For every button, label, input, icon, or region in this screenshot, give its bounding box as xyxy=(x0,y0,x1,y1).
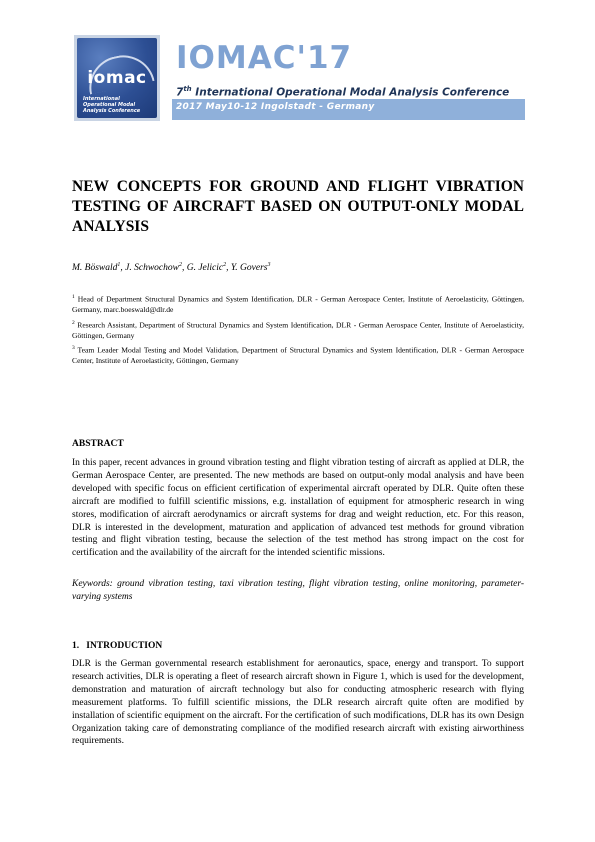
affiliation-mark: 2 xyxy=(72,319,75,326)
author-name: G. Jelicic xyxy=(186,263,224,274)
affiliation-item xyxy=(72,318,524,342)
author-affil-mark: 2 xyxy=(178,262,182,268)
iomac-logo xyxy=(77,38,157,118)
affiliation-mark: 3 xyxy=(72,345,75,352)
keywords: Keywords: ground vibration testing, taxi vibration testing, flight vibration testing, online monitoring, parameter-varying systems xyxy=(72,579,524,602)
conference-date-bar xyxy=(172,99,525,120)
introduction-body: DLR is the German governmental research establishment for aeronautics, space, energy and transport. To support research activities, DLR is operating a fleet of research aircraft shown in Figure 1, which is used for the development, demonstration and maturation of aircraft technology but also for conducting atmospheric research with flying measurement platforms. To fulfill scientific missions, the DLR research aircraft quite often are modified by installation of scientific equipment on the aircraft. For the certification of such modifications, DLR has its own Design Organization taking care of demonstrating compliance of the modified research aircraft with existing airworthiness requirements. xyxy=(72,659,524,747)
conference-logo-frame xyxy=(74,35,160,121)
paper-title: NEW CONCEPTS FOR GROUND AND FLIGHT VIBRATION TESTING OF AIRCRAFT BASED ON OUTPUT-ONLY MODAL ANALYSIS xyxy=(72,178,524,235)
affiliation-text: Research Assistant, Department of Structural Dynamics and System Identification, DLR - German Aerospace Center, Institute of Aeroelasticity, Göttingen, Germany xyxy=(72,320,524,340)
author-affil-mark: 2 xyxy=(223,262,227,268)
logo-wordmark: iomac xyxy=(87,68,147,88)
abstract-body: In this paper, recent advances in ground vibration testing and flight vibration testing of aircraft as applied at DLR, the German Aerospace Center, are presented. The new methods are based on output-only modal analysis and have been developed with specific focus on efficient certification of experimental aircraft operated by DLR. Quite often these aircraft are modified to fulfill scientific missions, e.g. installation of equipment for atmospheric research in wing stores, modification of aircraft aerodynamics or aircraft systems for drag and weight reduction, etc. For this reason, DLR is interested in the development, maturation and application of advanced test methods for ground vibration testing and flight vibration testing, because the selection of the test method has strong impact on the cost for certification and the availability of the aircraft for the intended scientific missions. xyxy=(72,458,524,559)
conference-name-text: International Operational Modal Analysis Conference xyxy=(191,86,510,99)
edition-number: 7 xyxy=(176,86,184,99)
affiliation-text: Head of Department Structural Dynamics and System Identification, DLR - German Aerospace Center, Institute of Aeroelasticity, Göttingen, Germany, marc.boeswald@dlr.de xyxy=(72,294,524,315)
author-list: M. Böswald$^1$, J. Schwochow$^2$, G. Jelicic$^2$, Y. Govers$^3$ xyxy=(72,262,271,274)
conference-dates-location: 2017 May10-12 Ingolstadt - Germany xyxy=(176,102,375,112)
author-name: Y. Govers xyxy=(230,263,268,274)
affiliation-text: Team Leader Modal Testing and Model Validation, Department of Structural Dynamics and System Identification, DLR - German Aerospace Center, Institute of Aeroelasticity, Göttingen, Germany xyxy=(72,345,524,366)
abstract-heading: ABSTRACT xyxy=(72,439,124,449)
logo-caption: International Operational Modal Analysis Conference xyxy=(83,96,141,114)
author-name: M. Böswald xyxy=(72,263,118,274)
edition-suffix: th xyxy=(183,85,192,93)
introduction-heading: 1. INTRODUCTION xyxy=(72,641,163,651)
conference-name xyxy=(176,85,509,99)
author-affil-mark: 1 xyxy=(117,262,121,268)
conference-title: IOMAC'17 xyxy=(176,40,353,76)
affiliation-mark: 1 xyxy=(72,294,75,300)
author-name: J. Schwochow xyxy=(125,263,179,274)
affiliation-list xyxy=(72,292,524,369)
affiliation-item xyxy=(72,292,524,316)
author-affil-mark: 3 xyxy=(267,262,271,268)
affiliation-item xyxy=(72,343,524,367)
